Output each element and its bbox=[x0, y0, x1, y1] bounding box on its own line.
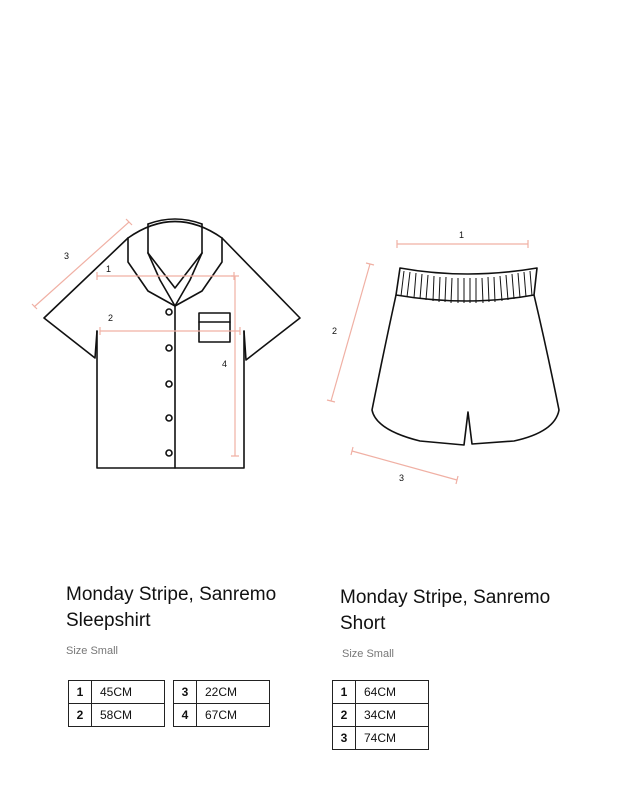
short-title-line2: Short bbox=[340, 613, 386, 634]
table-row bbox=[69, 704, 165, 727]
measure-num: 2 bbox=[69, 704, 92, 727]
measure-num: 1 bbox=[69, 681, 92, 704]
shirt-title-line2: Sleepshirt bbox=[66, 610, 151, 631]
measure-value: 45CM bbox=[92, 681, 165, 704]
measure-num: 3 bbox=[333, 727, 356, 750]
table-row bbox=[333, 704, 429, 727]
measure-num: 4 bbox=[174, 704, 197, 727]
table-row bbox=[333, 681, 429, 704]
short-measure-table bbox=[332, 680, 429, 750]
shirt-measure-table-b bbox=[173, 680, 270, 727]
shirt-size: Size Small bbox=[66, 645, 118, 657]
measure-value: 22CM bbox=[197, 681, 270, 704]
measure-value: 74CM bbox=[356, 727, 429, 750]
short-label-3: 3 bbox=[399, 473, 405, 483]
shirt-label-4: 4 bbox=[222, 359, 228, 369]
measure-value: 34CM bbox=[356, 704, 429, 727]
measure-value: 64CM bbox=[356, 681, 429, 704]
shirt-label-2: 2 bbox=[108, 313, 114, 323]
table-row bbox=[174, 681, 270, 704]
shirt-label-1: 1 bbox=[106, 264, 112, 274]
short-title bbox=[340, 585, 550, 637]
short-label-2: 2 bbox=[332, 326, 338, 336]
short-label-1: 1 bbox=[459, 230, 465, 240]
measure-num: 3 bbox=[174, 681, 197, 704]
measure-value: 67CM bbox=[197, 704, 270, 727]
short-title-line1: Monday Stripe, Sanremo bbox=[340, 587, 551, 608]
shirt-title bbox=[66, 582, 276, 634]
short-outline-icon bbox=[372, 268, 559, 445]
measure-value: 58CM bbox=[92, 704, 165, 727]
table-row bbox=[69, 681, 165, 704]
shirt-measure-table-a bbox=[68, 680, 165, 727]
measure-num: 2 bbox=[333, 704, 356, 727]
sleepshirt-outline-icon bbox=[44, 219, 300, 468]
shirt-title-line1: Monday Stripe, Sanremo bbox=[66, 584, 277, 605]
measure-num: 1 bbox=[333, 681, 356, 704]
table-row bbox=[174, 704, 270, 727]
table-row bbox=[333, 727, 429, 750]
shirt-label-3: 3 bbox=[64, 251, 70, 261]
short-size: Size Small bbox=[342, 648, 394, 660]
